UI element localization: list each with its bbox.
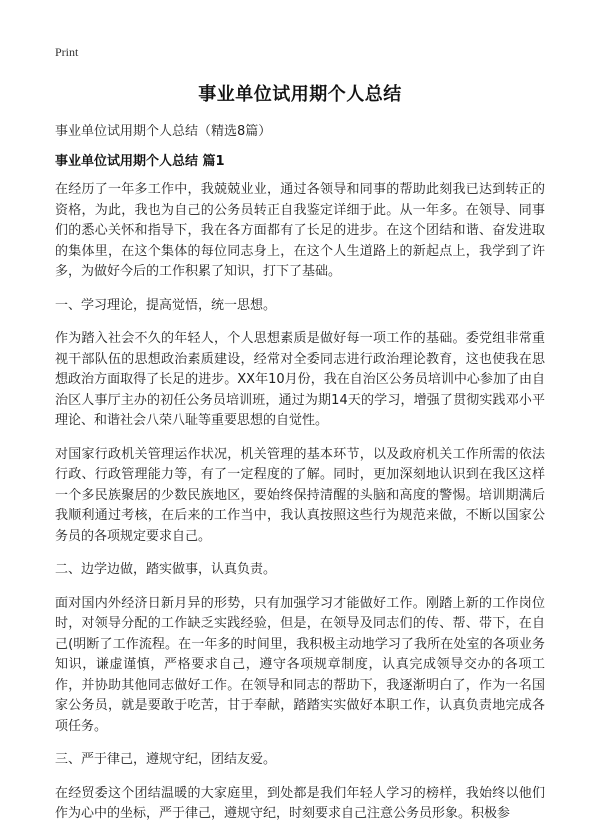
document-title: 事业单位试用期个人总结 (198, 84, 402, 105)
print-label: Print (55, 45, 79, 59)
paragraph-admin: 对国家行政机关管理运作状况，机关管理的基本环节，以及政府机关工作所需的依法行政、行政管理能力等，有了一定程度的了解。同时，更加深刻地认识到在我区这样一个多民族聚居的少数民族地区，要始终保持清醒的头脑和高度的警惕。培训期满后我顺利通过考核，在后来的工作当中，我认真按照这些行为规范来做，不断以国家公务员的各项规定要求自己。 (55, 446, 545, 544)
point-heading-1: 一、学习理论，提高觉悟，统一思想。 (55, 297, 277, 313)
paragraph-intro: 在经历了一年多工作中，我兢兢业业，通过各领导和同事的帮助此刻我已达到转正的资格，为此，我也为自己的公务员转正自我鉴定详细于此。从一年多。在领导、同事们的悉心关怀和指导下，我在各方面都有了长足的进步。在这个团结和谐、奋发进取的集体里，在这个集体的每位同志身上，在这个人生道路上的新起点上，我学到了许多，为做好今后的工作积累了知识，打下了基础。 (55, 182, 545, 279)
paragraph-work: 面对国内外经济日新月异的形势，只有加强学习才能做好工作。刚踏上新的工作岗位时，对领导分配的工作缺乏实践经验，但是，在领导及同志们的传、帮、带下，在自己(明断了工作流程。在一年多的时间里，我积极主动地学习了我所在处室的各项业务知识，谦虚谨慎，严格要求自己，遵守各项规章制度，认真完成领导交办的各项工作，并协助其他同志做好工作。在领导和同志的帮助下，我逐渐明白了，作为一名国家公务员，就是要敢于吃苦，甘于奉献，踏踏实实做好本职工作，认真负责地完成各项任务。 (55, 595, 545, 734)
document-body (55, 180, 545, 828)
document-subtitle: 事业单位试用期个人总结（精选8篇） (55, 124, 272, 139)
paragraph-study: 作为踏入社会不久的年轻人，个人思想素质是做好每一项工作的基础。委党组非常重视干部队伍的思想政治素质建设，经常对全委同志进行政治理论教育，这也使我在思想政治方面取得了长足的进步。XX年10月份，我在自治区公务员培训中心参加了由自治区人事厅主办的初任公务员培训班，通过为期14天的学习，增强了贯彻实践邓小平理论、和谐社会八荣八耻等重要思想的自觉性。 (55, 331, 545, 428)
paragraph-discipline: 在经贸委这个团结温暖的大家庭里，到处都是我们年轻人学习的榜样，我始终以他们作为心中的坐标，严于律己，遵规守纪，时刻要求自己注意公务员形象。积极参 (55, 785, 545, 821)
section-title: 事业单位试用期个人总结 篇1 (55, 154, 225, 169)
point-heading-2: 二、边学边做，踏实做事，认真负责。 (55, 562, 277, 577)
point-heading-3: 三、严于律己，遵规守纪，团结友爱。 (55, 752, 277, 767)
